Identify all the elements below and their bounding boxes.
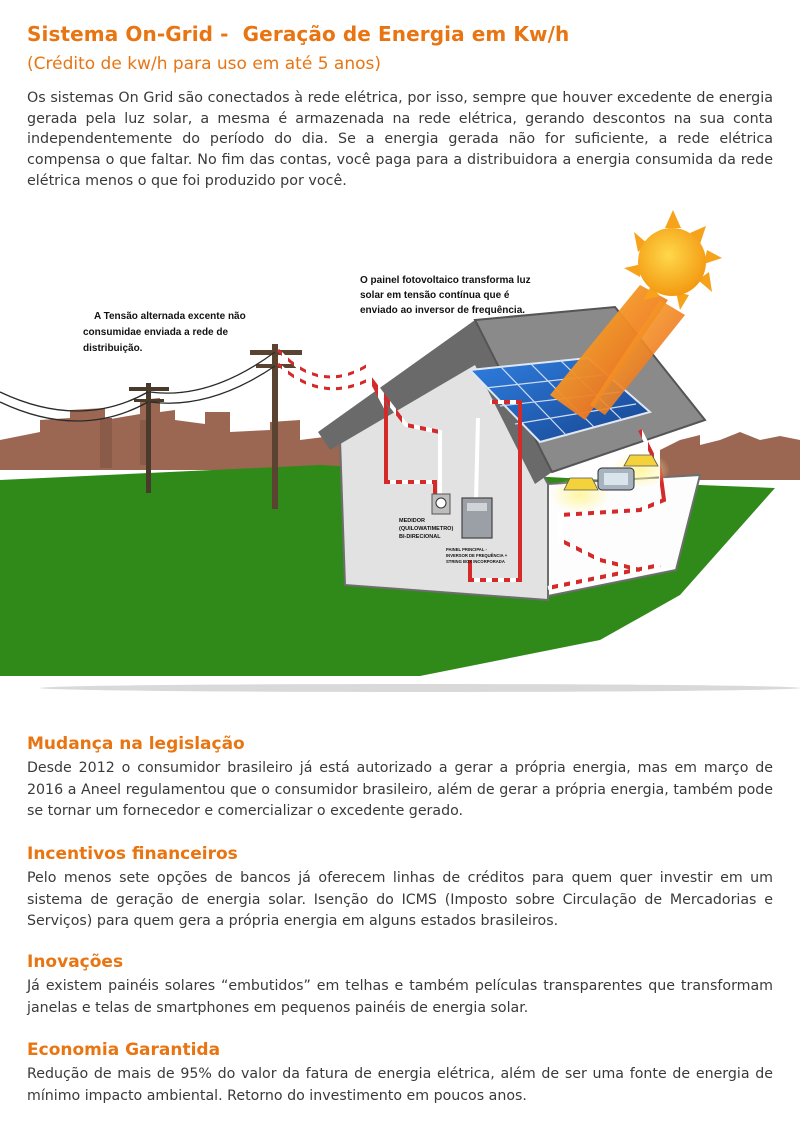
label-meter-line-2: (QUILOWATIMETRO) <box>399 526 454 532</box>
inverter-box <box>462 498 492 538</box>
label-panel-line-3: enviado ao inversor de frequência. <box>360 305 526 316</box>
ground-shadow <box>40 684 800 692</box>
section-title-financial-incentives: Incentivos financeiros <box>27 844 238 864</box>
label-meter-line-1: MEDIDOR <box>399 518 425 524</box>
label-inverter-line-2: INVERSOR DE FREQUÊNCIA + <box>446 553 508 558</box>
label-grid-line-2: consumidae enviada a rede de <box>83 327 229 338</box>
page-subtitle: (Crédito de kw/h para uso em até 5 anos) <box>27 54 381 74</box>
section-body-financial-incentives: Pelo menos sete opções de bancos já oferecem linhas de créditos para quem quer investir em um sistema de geração de energia solar. Isenção do ICMS (Imposto sobre Circulação de Mercadorias e Serviços) para quem gera a própria energia em alguns estados brasileiros. <box>27 870 773 930</box>
label-meter-line-3: BI-DIRECIONAL <box>399 534 441 540</box>
on-grid-diagram <box>0 205 800 710</box>
label-panel-line-2: solar em tensão contínua que é <box>360 290 510 301</box>
page-title: Sistema On-Grid - Geração de Energia em Kw/h <box>27 22 570 46</box>
meter-box <box>432 494 450 514</box>
label-panel-line-1: O painel fotovoltaico transforma luz <box>360 275 531 286</box>
section-title-innovations: Inovações <box>27 952 124 972</box>
section-body-legislation: Desde 2012 o consumidor brasileiro já está autorizado a gerar a própria energia, mas em março de 2016 a Aneel regulamentou que o consumidor brasileiro, além de gerar a própria energia, também pode se tornar um fornecedor e comercializar o excedente gerado. <box>27 760 773 820</box>
section-title-legislation: Mudança na legislação <box>27 734 245 754</box>
label-inverter-line-3: STRING BOX INCORPORADA <box>446 559 505 564</box>
label-grid-line-1: A Tensão alternada excente não <box>94 311 246 322</box>
section-title-guaranteed-savings: Economia Garantida <box>27 1040 221 1060</box>
section-body-guaranteed-savings: Redução de mais de 95% do valor da fatura de energia elétrica, além de ser uma fonte de energia de mínimo impacto ambiental. Retorno do investimento em poucos anos. <box>27 1066 773 1104</box>
label-inverter-line-1: PAINEL PRINCIPAL - <box>446 547 487 552</box>
section-body-innovations: Já existem painéis solares “embutidos” em telhas e também películas transparentes que transformam janelas e telas de smartphones em pequenos painéis de energia solar. <box>27 978 773 1016</box>
label-grid-line-3: distribuição. <box>83 343 143 354</box>
intro-paragraph: Os sistemas On Grid são conectados à rede elétrica, por isso, sempre que houver excedente de energia gerada pela luz solar, a mesma é armazenada na rede elétrica, gerando descontos na sua conta independentemente do período do dia. Se a energia gerada não for suficiente, a rede elétrica compensa o que faltar. No fim das contas, você paga para a distribuidora a energia consumida da rede elétrica menos o que foi produzido por você. <box>27 90 773 189</box>
